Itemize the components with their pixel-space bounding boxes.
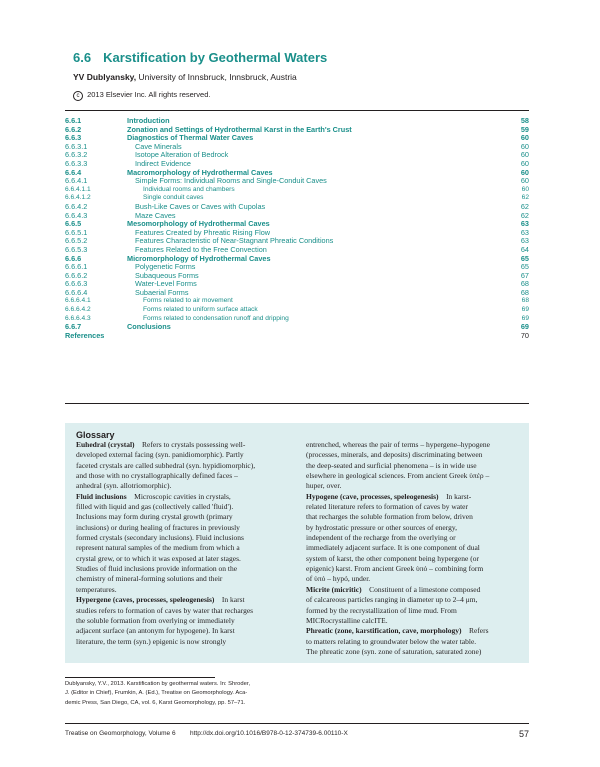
glossary-line (76, 606, 255, 616)
glossary-text: inclusions) or during healing of fractures in previously (76, 522, 240, 532)
glossary-term: Hypergene (caves, processes, speleogenesis) (76, 595, 215, 605)
copyright-text: 2013 Elsevier Inc. All rights reserved. (87, 90, 211, 99)
toc-entry-title: Forms related to condensation runoff and dripping (143, 314, 289, 322)
toc-entry-page: 60 (520, 158, 529, 168)
toc-entry-title: Subaerial Forms (135, 287, 189, 297)
toc-entry-title: Maze Caves (135, 210, 176, 220)
glossary-line (76, 502, 255, 512)
toc-entry-page: 67 (520, 270, 529, 280)
glossary-column-right (306, 440, 490, 657)
glossary-line (76, 450, 255, 460)
glossary-line (306, 533, 490, 543)
toc-entry[interactable] (65, 177, 529, 186)
toc-entry-page: 59 (520, 124, 529, 134)
toc-entry-title: Conclusions (127, 322, 171, 332)
toc-entry-number: 6.6.5 (65, 219, 82, 229)
toc-entry[interactable] (65, 289, 529, 298)
chapter-number: 6.6 (73, 50, 92, 65)
glossary-line (306, 450, 490, 460)
glossary-column-left (76, 440, 255, 647)
toc-entry-page: 64 (520, 244, 529, 254)
glossary-line (76, 543, 255, 553)
toc-entry-title: Micromorphology of Hydrothermal Caves (127, 253, 271, 263)
citation-line: Dublyansky, Y.V., 2013. Karstification by geothermal waters. In: Shroder, (65, 681, 251, 687)
glossary-line (306, 616, 490, 626)
glossary-text: The phreatic zone (syn. zone of saturation, saturated zone) (306, 646, 482, 656)
glossary-line (76, 554, 255, 564)
glossary-line (306, 564, 490, 574)
toc-entry-number: 6.6.6.4 (65, 287, 88, 297)
toc-entry-page: 60 (520, 176, 529, 186)
toc-entry-number: 6.6.3.1 (65, 141, 88, 151)
table-of-contents (65, 117, 529, 340)
glossary-line (306, 606, 490, 616)
toc-entry-page: 69 (520, 322, 529, 332)
glossary-line (76, 574, 255, 584)
glossary-line (306, 502, 490, 512)
glossary-line (306, 637, 490, 647)
glossary-text: (processes, minerals, and deposits) discriminating between (306, 450, 483, 460)
glossary-text: studies refers to formation of caves by water that recharges (76, 605, 254, 615)
toc-entry-number: 6.6.4.1 (65, 176, 88, 186)
citation-rule (65, 677, 215, 678)
glossary-text: Refers (461, 626, 489, 636)
toc-entry-page: 68 (520, 287, 529, 297)
toc-entry-title: Subaqueous Forms (135, 270, 199, 280)
glossary-text: independent of the recharge from the overlying or (306, 533, 456, 543)
glossary-title: Glossary (76, 430, 115, 440)
toc-entry-number: 6.6.6.4.2 (65, 306, 91, 314)
toc-entry-title: Mesomorphology of Hydrothermal Caves (127, 219, 270, 229)
glossary-line (76, 595, 255, 605)
glossary-term: Phreatic (zone, karstification, cave, morphology) (306, 626, 462, 636)
toc-entry-number: 6.6.6 (65, 253, 82, 263)
glossary-text: system of karst, the other component being hypergene (or (306, 553, 479, 563)
glossary-line (306, 543, 490, 553)
toc-entry-title: Polygenetic Forms (135, 262, 196, 272)
glossary-text: of calcareous particles ranging in diameter up to 2–4 μm, (306, 595, 478, 605)
glossary-text: Studies of fluid inclusions provide information on the (76, 564, 238, 574)
toc-entry-title: Indirect Evidence (135, 158, 191, 168)
glossary-line (306, 626, 490, 636)
toc-entry-number: 6.6.4.3 (65, 210, 88, 220)
glossary-line (306, 492, 490, 502)
glossary-line (306, 440, 490, 450)
toc-entry-page: 65 (520, 253, 529, 263)
glossary-line (306, 481, 490, 491)
toc-entry-title: Forms related to uniform surface attack (143, 306, 258, 314)
glossary-text: that recharges the soluble formation from below, driven (306, 512, 473, 522)
glossary-text: MICRocrystalline calcITE. (306, 615, 388, 625)
glossary-line (76, 492, 255, 502)
glossary-line (76, 616, 255, 626)
glossary-line (306, 574, 490, 584)
citation-note (65, 680, 250, 708)
glossary-line (76, 585, 255, 595)
toc-entry-page: 63 (520, 236, 529, 246)
toc-entry-title: Single conduit caves (143, 194, 204, 202)
toc-entry-title: Zonation and Settings of Hydrothermal Karst in the Earth's Crust (127, 124, 352, 134)
glossary-text: the deep-seated and surficial phenomena – is in wide use (306, 460, 477, 470)
toc-entry[interactable] (65, 306, 529, 315)
glossary-text: In karst (214, 595, 245, 605)
toc-bottom-rule (65, 403, 529, 404)
glossary-line (306, 523, 490, 533)
glossary-text: crystal grew, or to which it was exposed at later stages. (76, 553, 241, 563)
glossary-text: faceted crystals are called subhedral (syn. hypidiomorphic), (76, 460, 256, 470)
toc-entry-page: 60 (520, 141, 529, 151)
glossary-text: developed external facing (syn. panidiomorphic). Partly (76, 450, 244, 460)
toc-entry-title: Simple Forms: Individual Rooms and Single-Conduit Caves (135, 176, 327, 186)
toc-entry-number: 6.6.3.3 (65, 158, 88, 168)
toc-entry-number: 6.6.5.2 (65, 236, 88, 246)
toc-entry-page: 69 (521, 314, 529, 322)
glossary-line (306, 461, 490, 471)
footer-book-title: Treatise on Geomorphology, Volume 6 (65, 730, 176, 737)
glossary-text: immediately adjacent surface. It is one component of dual (306, 543, 480, 553)
toc-entry-number: 6.6.6.2 (65, 270, 88, 280)
toc-entry-number: 6.6.3.2 (65, 150, 88, 160)
glossary-line (76, 637, 255, 647)
toc-entry-page: 65 (520, 262, 529, 272)
glossary-term: Fluid inclusions (76, 491, 127, 501)
toc-entry-number: 6.6.6.4.3 (65, 314, 91, 322)
toc-entry-page: 62 (520, 210, 529, 220)
toc-entry-number: 6.6.4.2 (65, 201, 88, 211)
glossary-line (306, 471, 490, 481)
toc-entry-title: Forms related to air movement (143, 297, 233, 305)
toc-entry-number: 6.6.5.3 (65, 244, 88, 254)
glossary-text: epigenic) karst. From ancient Greek ὑπό – combining form (306, 564, 484, 574)
toc-entry-page: 63 (520, 219, 529, 229)
toc-entry-title: Features Characteristic of Near-Stagnant Phreatic Conditions (135, 236, 334, 246)
footer-rule (65, 723, 529, 724)
chapter-heading (73, 50, 327, 65)
glossary-text: Microscopic cavities in crystals, (126, 491, 231, 501)
glossary-text: to matters relating to groundwater below the water table. (306, 636, 477, 646)
toc-entry-number: 6.6.5.1 (65, 227, 88, 237)
citation-line: demic Press, San Diego, CA, vol. 6, Karst Geomorphology, pp. 57–71. (65, 699, 246, 706)
glossary-line (76, 533, 255, 543)
glossary-line (306, 512, 490, 522)
author-name: YV Dublyansky, (73, 72, 137, 82)
glossary-text: formed crystals (secondary inclusions). Fluid inclusions (76, 533, 244, 543)
glossary-box (65, 423, 529, 663)
toc-entry-title: Macromorphology of Hydrothermal Caves (127, 167, 273, 177)
toc-entry-page: 60 (520, 133, 529, 143)
glossary-text: filled with liquid and gas (collectively called 'fluid'). (76, 502, 234, 512)
toc-entry-title: Isotope Alteration of Bedrock (135, 150, 229, 160)
toc-entry-title: Diagnostics of Thermal Water Caves (127, 133, 254, 143)
copyright-icon: c (73, 91, 83, 101)
glossary-text: elsewhere in geological sciences. From ancient Greek ὑπέρ – (306, 471, 490, 481)
glossary-line (76, 512, 255, 522)
toc-entry-page: 63 (520, 227, 529, 237)
glossary-text: huper, over. (306, 481, 342, 491)
toc-entry-number: 6.6.1 (65, 116, 82, 125)
toc-entry-title: Individual rooms and chambers (143, 185, 235, 193)
glossary-text: adjacent surface (an antonym for hypogene). In karst (76, 626, 235, 636)
toc-entry-title: Water-Level Forms (135, 279, 197, 289)
toc-entry-page: 68 (521, 297, 529, 305)
toc-entry-title: Bush-Like Caves or Caves with Cupolas (135, 201, 266, 211)
toc-top-rule (65, 110, 529, 111)
toc-entry-title: Features Related to the Free Convection (135, 244, 267, 254)
author-affiliation: University of Innsbruck, Innsbruck, Austria (136, 72, 297, 82)
toc-entry-number: 6.6.4.1.2 (65, 194, 91, 202)
copyright-line (73, 90, 211, 101)
glossary-text: and those with no crystallographically defined faces – (76, 471, 238, 481)
glossary-text: literature, the term (syn.) epigenic is now strongly (76, 636, 227, 646)
glossary-line (306, 595, 490, 605)
glossary-term: Hypogene (cave, processes, speleogenesis) (306, 491, 439, 501)
glossary-line (306, 554, 490, 564)
toc-entry-page: 68 (520, 279, 529, 289)
glossary-text: by hydrostatic pressure or other sources of energy, (306, 522, 457, 532)
toc-entry-number: 6.6.4 (65, 167, 82, 177)
chapter-title: Karstification by Geothermal Waters (103, 50, 328, 65)
glossary-text: formed by the recrystallization of lime mud. From (306, 605, 457, 615)
toc-entry-page: 62 (520, 201, 529, 211)
glossary-text: Inclusions may form during crystal growth (primary (76, 512, 233, 522)
toc-entry-number: 6.6.6.4.1 (65, 297, 91, 305)
toc-entry-number: 6.6.7 (65, 322, 82, 332)
glossary-line (306, 585, 490, 595)
glossary-line (76, 440, 255, 450)
toc-entry-number: 6.6.6.1 (65, 262, 88, 272)
toc-entry-number: References (65, 330, 105, 340)
glossary-text: the soluble formation from overlying or immediately (76, 615, 235, 625)
citation-line: J. (Editor in Chief), Frumkin, A. (Ed.), Treatise on Geomorphology. Aca- (65, 690, 248, 697)
toc-entry[interactable] (65, 186, 529, 195)
glossary-text: Refers to crystals possessing well- (134, 440, 246, 449)
glossary-text: Constituent of a limestone composed (361, 584, 481, 594)
glossary-text: chemistry of mineral-forming solutions and their (76, 574, 223, 584)
glossary-line (76, 564, 255, 574)
toc-entry-title: Introduction (127, 116, 170, 125)
toc-entry-title: Cave Minerals (135, 141, 182, 151)
glossary-line (76, 471, 255, 481)
toc-entry-title: Features Created by Phreatic Rising Flow (135, 227, 271, 237)
toc-entry-page: 60 (521, 185, 529, 193)
toc-entry-page: 58 (520, 116, 529, 125)
toc-entry-number: 6.6.3 (65, 133, 82, 143)
glossary-text: represent natural samples of the medium from which a (76, 543, 240, 553)
toc-entry-number: 6.6.4.1.1 (65, 185, 91, 193)
toc-entry-page: 70 (520, 330, 529, 340)
glossary-term: Micrite (micritic) (306, 584, 362, 594)
footer-doi-link[interactable]: http://dx.doi.org/10.1016/B978-0-12-374739-6.00110-X (190, 730, 348, 737)
toc-entry[interactable] (65, 297, 529, 306)
toc-entry-page: 60 (520, 167, 529, 177)
toc-entry-number: 6.6.2 (65, 124, 82, 134)
glossary-text: In karst- (438, 491, 472, 501)
glossary-text: anhedral (syn. allotriomorphic). (76, 481, 172, 491)
toc-entry-page: 69 (521, 306, 529, 314)
glossary-text: entrenched, whereas the pair of terms – hypergene–hypogene (306, 440, 490, 449)
glossary-term: Euhedral (crystal) (76, 440, 135, 449)
glossary-line (306, 647, 490, 657)
glossary-text: temperatures. (76, 584, 117, 594)
glossary-text: of ὑπό – hypó, under. (306, 574, 371, 584)
toc-entry[interactable] (65, 323, 529, 332)
author-line (73, 72, 297, 82)
toc-entry-page: 60 (520, 150, 529, 160)
page-number: 57 (518, 729, 529, 739)
toc-entry[interactable] (65, 332, 529, 341)
glossary-text: related literature refers to formation of caves by water (306, 502, 469, 512)
toc-entry-page: 62 (521, 194, 529, 202)
glossary-line (76, 523, 255, 533)
glossary-line (76, 461, 255, 471)
toc-entry-number: 6.6.6.3 (65, 279, 88, 289)
glossary-line (76, 481, 255, 491)
glossary-line (76, 626, 255, 636)
